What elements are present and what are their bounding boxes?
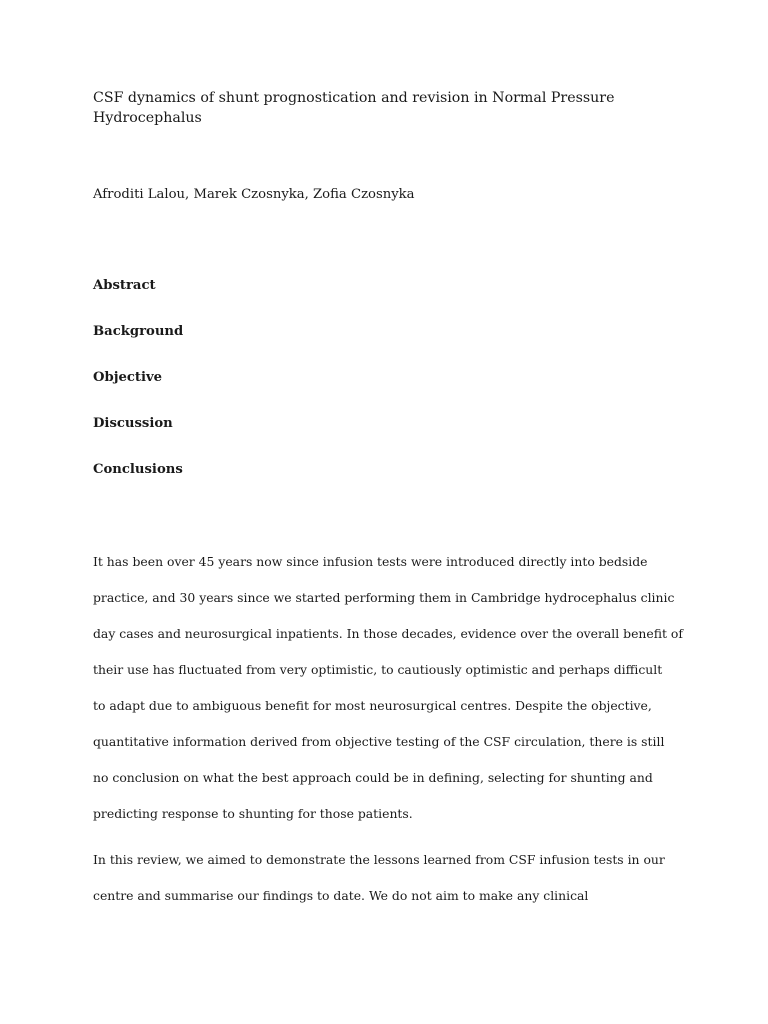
text-line: no conclusion on what the best approach could be in defining, selecting for shunting and <box>93 770 653 785</box>
body-paragraph-2 <box>93 842 678 914</box>
author-list: Afroditi Lalou, Marek Czosnyka, Zofia Czosnyka <box>93 187 415 202</box>
text-line: to adapt due to ambiguous benefit for most neurosurgical centres. Despite the objective, <box>93 698 652 713</box>
text-line: quantitative information derived from objective testing of the CSF circulation, there is still <box>93 734 665 749</box>
text-line: their use has fluctuated from very optimistic, to cautiously optimistic and perhaps difficult <box>93 662 663 677</box>
heading-abstract: Abstract <box>93 278 156 293</box>
text-line: In this review, we aimed to demonstrate the lessons learned from CSF infusion tests in our <box>93 852 665 867</box>
heading-conclusions: Conclusions <box>93 462 183 477</box>
text-line: predicting response to shunting for those patients. <box>93 806 413 821</box>
heading-background: Background <box>93 324 184 339</box>
body-paragraph-1 <box>93 544 683 832</box>
heading-objective: Objective <box>93 370 163 385</box>
text-line: It has been over 45 years now since infusion tests were introduced directly into bedside <box>93 554 648 569</box>
paper-title: CSF dynamics of shunt prognostication and revision in Normal Pressure Hydrocephalus <box>93 90 615 126</box>
text-line: practice, and 30 years since we started performing them in Cambridge hydrocephalus clinic <box>93 590 675 605</box>
heading-discussion: Discussion <box>93 416 173 431</box>
text-line: centre and summarise our findings to date. We do not aim to make any clinical <box>93 888 589 903</box>
text-line: day cases and neurosurgical inpatients. In those decades, evidence over the overall benefit of <box>93 626 683 641</box>
